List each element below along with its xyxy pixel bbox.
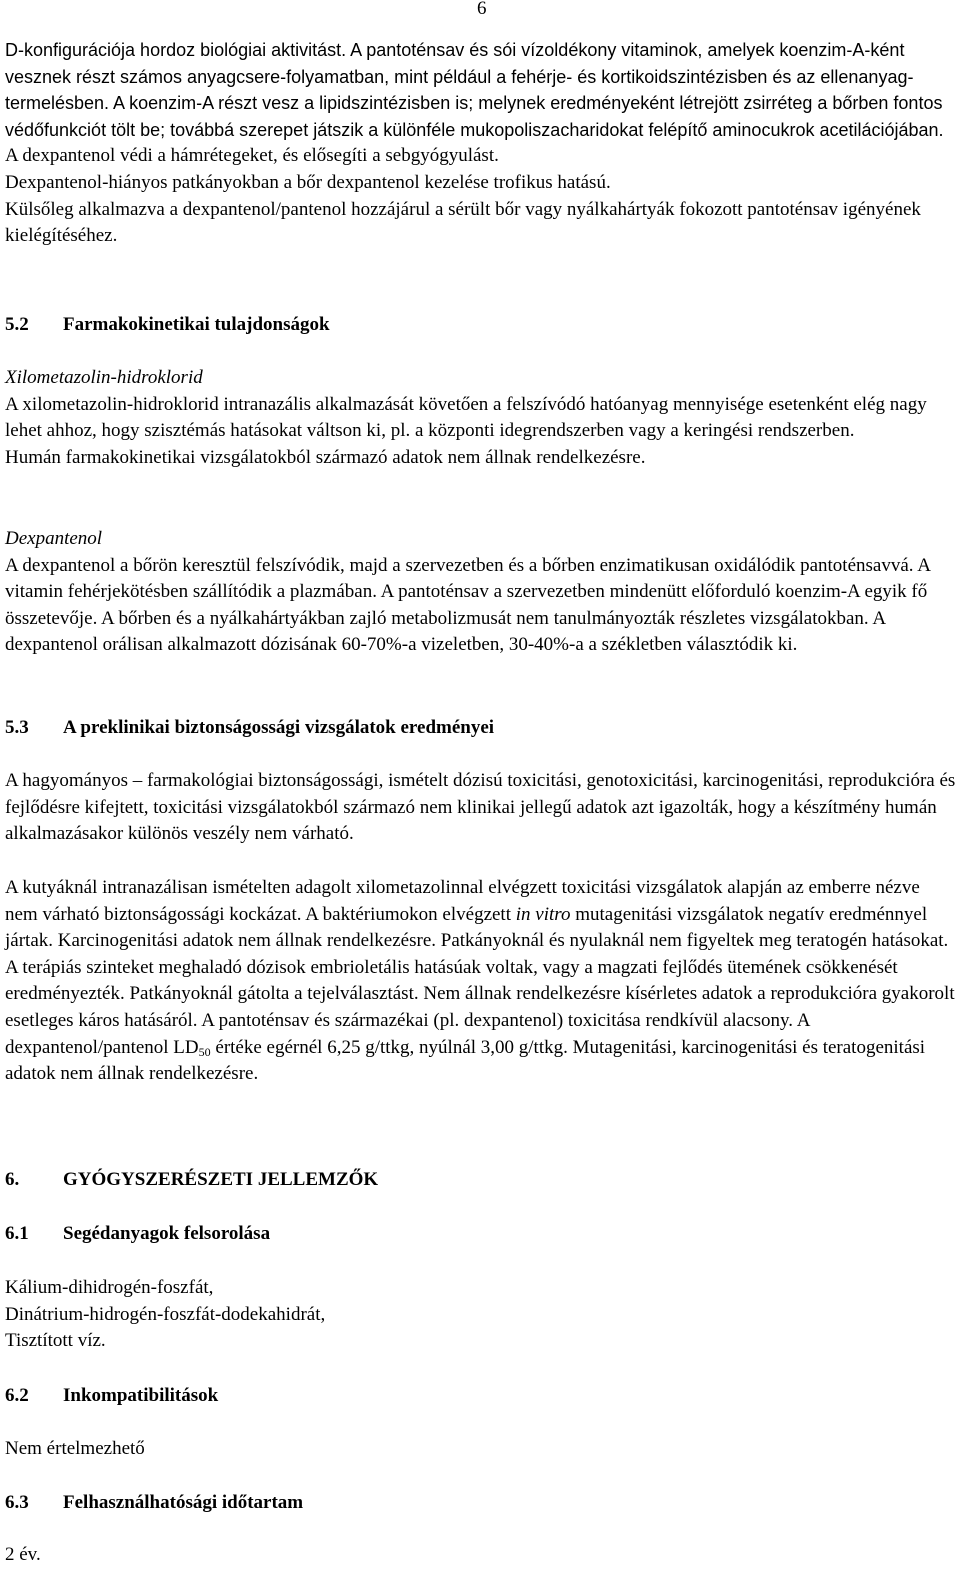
- section-number: 6.3: [5, 1492, 29, 1513]
- section-heading: [5, 715, 957, 742]
- preclinical-paragraph-1: A hagyományos – farmakológiai biztonságossági, ismételt dózisú toxicitási, genotoxicitási, karcinogenitási, reprodukcióra és fejlődésre kifejtett, toxicitási vizsgálatokból származó nem klinikai jellegű adatok azt igazolták, hogy a készítmény humán alkalmazásakor különös veszély nem várható.: [5, 770, 956, 845]
- section-number: 5.3: [5, 717, 29, 738]
- section-title: Felhasználhatósági időtartam: [63, 1492, 304, 1513]
- italic-run: in vitro: [515, 903, 571, 925]
- section-title: Inkompatibilitások: [63, 1385, 219, 1406]
- preclinical-paragraph-1-block: [5, 768, 957, 848]
- dex-paragraph: A dexpantenol a bőrön keresztül felszívódik, majd a szervezetben és a bőrben enzimatikusan oxidálódik pantoténsavvá. A vitamin fehérjekötésben szállítódik a plazmában. A pantoténsav a szervezetben mindenütt előforduló koenzim-A egyik fő összetevője. A bőrben és a nyálkahártyákban zajló metabolizmusát nem tanulmányozták részletes vizsgálatokban. A dexpantenol orálisan alkalmazott dózisának 60-70%-a vizeletben, 30-40%-a a székletben választódik ki.: [5, 554, 930, 656]
- subscript: 50: [198, 1044, 211, 1059]
- preclinical-paragraph-2: [5, 875, 957, 1088]
- section-number: 5.2: [5, 314, 29, 335]
- excipient-list: [5, 1275, 957, 1355]
- section-6-3: [5, 1490, 957, 1517]
- list-item: Dinátrium-hidrogén-foszfát-dodekahidrát,: [5, 1303, 326, 1325]
- subheading-xilometazolin: Xilometazolin-hidroklorid: [5, 367, 203, 388]
- xilometazolin-subsection: [5, 365, 957, 471]
- intro-paragraph-4: Külsőleg alkalmazva a dexpantenol/pantenol hozzájárul a sérült bőr vagy nyálkahártyák fokozott pantoténsav igényének kielégítéséhez.: [5, 198, 921, 247]
- section-title: Farmakokinetikai tulajdonságok: [63, 314, 330, 335]
- body-text: Nem értelmezhető: [5, 1438, 145, 1459]
- xilo-paragraph-2: Humán farmakokinetikai vizsgálatokból származó adatok nem állnak rendelkezésre.: [5, 446, 646, 468]
- dexpantenol-subsection: [5, 526, 957, 659]
- section-title: GYÓGYSZERÉSZETI JELLEMZŐK: [63, 1169, 379, 1190]
- subheading-dexpantenol: Dexpantenol: [5, 528, 103, 549]
- text-run: értéke egérnél 6,25 g/ttkg, nyúlnál 3,00 g/ttkg. Mutagenitási, karcinogenitási és teratogenitási adatok nem állnak rendelkezésre.: [5, 1036, 926, 1085]
- intro-paragraph-2: A dexpantenol védi a hámrétegeket, és elősegíti a sebgyógyulást.: [5, 145, 499, 167]
- section-heading: [5, 1490, 957, 1517]
- section-6: [5, 1167, 957, 1194]
- preclinical-paragraph-2-block: [5, 875, 957, 1088]
- section-5-3: [5, 715, 957, 742]
- section-6-2: [5, 1383, 957, 1410]
- intro-section: [5, 37, 957, 250]
- section-heading: [5, 1221, 957, 1248]
- list-item: Kálium-dihidrogén-foszfát,: [5, 1277, 214, 1298]
- text-run: A kutyáknál intranazálisan ismételten adagolt xilometazolinnal elvégzett toxicitási vizsgálatok alapján az emberre nézve nem várható biztonságossági kockázat. A baktériumokon elvégzett: [5, 877, 920, 925]
- section-6-1: [5, 1221, 957, 1248]
- section-number: 6.: [5, 1169, 20, 1190]
- page-number: 6: [477, 0, 487, 19]
- section-heading: [5, 1167, 957, 1194]
- section-heading: [5, 312, 957, 339]
- section-title: A preklinikai biztonságossági vizsgálatok eredményei: [63, 717, 495, 738]
- intro-paragraph-3: Dexpantenol-hiányos patkányokban a bőr dexpantenol kezelése trofikus hatású.: [5, 171, 611, 193]
- section-5-2: [5, 312, 957, 339]
- section-heading: [5, 1383, 957, 1410]
- section-6-3-body: [5, 1542, 957, 1569]
- section-title: Segédanyagok felsorolása: [63, 1223, 271, 1244]
- section-6-2-body: [5, 1436, 957, 1463]
- list-item: Tisztított víz.: [5, 1330, 106, 1352]
- section-number: 6.2: [5, 1385, 29, 1406]
- xilo-paragraph-1: A xilometazolin-hidroklorid intranazális alkalmazását követően a felszívódó hatóanyag mennyisége esetenként elég nagy lehet ahhoz, hogy szisztémás hatásokat váltson ki, pl. a központi idegrendszerben vagy a keringési rendszerben.: [5, 393, 927, 442]
- text-run: mutagenitási vizsgálatok negatív eredménnyel jártak. Karcinogenitási adatok nem állnak rendelkezésre. Patkányoknál és nyulaknál nem figyeltek meg teratogén hatásokat. A terápiás szinteket meghaladó dózisok embrioletális hatásúak voltak, vagy a magzati fejlődés ütemének csökkenését eredményezték. Patkányoknál gátolta a tejelválasztást. Nem állnak rendelkezésre kísérletes adatok a reprodukcióra gyakorolt esetleges káros hatásáról. A pantoténsav és származékai (pl. dexpantenol) toxicitása rendkívül alacsony. A dexpantenol/pantenol LD: [5, 903, 955, 1058]
- intro-paragraph-sans: D-konfigurációja hordoz biológiai aktivitást. A pantoténsav és sói vízoldékony vitaminok, amelyek koenzim-A-ként vesznek részt számos anyagcsere-folyamatban, mint például a fehérje- és kortikoidszintézisben és az ellenanyag-termelésben. A koenzim-A részt vesz a lipidszintézisben is; melynek eredményeként létrejött zsirréteg a bőrben fontos védőfunkciót tölt be; továbbá szerepet játszik a különféle mukopoliszacharidokat felépítő aminocukrok acetilációjában.: [5, 40, 944, 140]
- body-text: 2 év.: [5, 1544, 41, 1565]
- section-number: 6.1: [5, 1223, 29, 1244]
